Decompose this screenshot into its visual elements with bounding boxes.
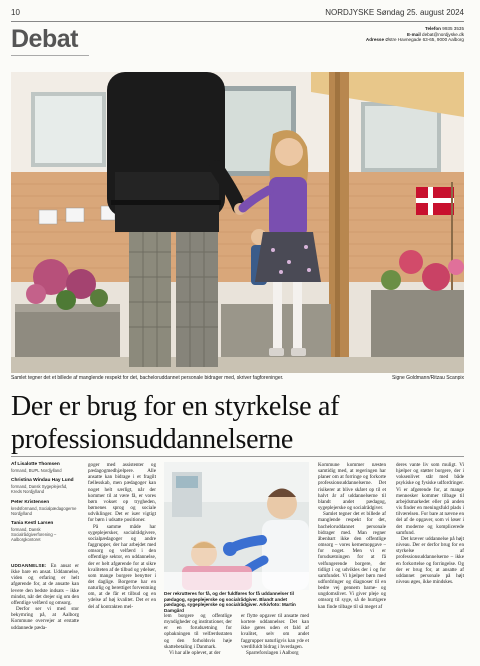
contact-address bbox=[289, 37, 464, 43]
contact-address-label: Adresse bbox=[365, 37, 385, 43]
kindergarten-scene-illustration bbox=[11, 72, 464, 373]
author-title: formand, BUPL Nordjylland bbox=[11, 468, 62, 473]
paper-and-date: NORDJYSKE Søndag 25. august 2024 bbox=[325, 8, 464, 17]
author-name: Tania Kestl Larsen bbox=[11, 521, 54, 527]
nurse-with-child-illustration bbox=[164, 462, 309, 590]
author-title: formand, Dansk Sygeplejeråd, Kreds Nordjylland bbox=[11, 484, 68, 495]
headline-line-2: professionsuddannelserne bbox=[11, 424, 294, 455]
contact-email-label: E-mail bbox=[406, 31, 421, 37]
article-paragraph: Kommune kommer næsten samtidig med, at regeringen har planer om at forringe og forkorte professionsuddannelserne. Det risikerer at blive skåret op til et halvt år af uddannelserne til blandt andet pædagog, sygeplejerske og socialrådgiver. bbox=[318, 462, 386, 512]
section-underline bbox=[11, 55, 89, 56]
article-paragraph: Samlet tegner det et billede af manglende respekt for det, bacheloruddannet personale bidrager med. Man regner åbenbart ikke den offentlige omsorg – vores kernemopgave – for noget. Men vi er forudsætningen for at få velfungerende borgere, der tidligt i og udvikles der i og for samfundet. Vi hjælper børn med udfordringer og diagnoser til en bedre vej gennem barne- og ungdomslivet. Vi giver pleje og omsorg til syge, så de hurtigere kan finde tilbage til så meget af bbox=[318, 511, 386, 610]
article-paragraph: lem borgere og offentlige myndigheder og institutioner, der er en forudsætning for opbakningen til velfærdsstaten og den forholdsvis høje skattebetaling i Danmark. bbox=[164, 613, 232, 650]
article-paragraph: På samme måde har sygeplejersker, socialrådgivere, socialpædagoger og andre faggrupper, der har arbejdet med omsorg og velfærd i den offentlige sektor, en uddannelse, der er helt afgørende for at sikre kvaliteten af de tilbud og ydelser, som mange borgere benytter i det daglige. Borgerne har en naturlig og berettiget forventning om, at de får et tilbud og en ydelse af høj kvalitet. Det er en del af kontrakten mel- bbox=[88, 523, 156, 610]
article-paragraph: goger med assistenter og pædagogmedhjælpere. Alle ansatte kan bidrage i et fragilt fællesskab, men pædagoger kan noget helt særligt, når der kommer til at være få, er vores børn vokset op trygheden, børnenes sprog og sociale udviklinger. Det er især vigtigt for børn i udsatte positioner. bbox=[88, 462, 156, 524]
article-column-5 bbox=[318, 462, 386, 666]
author-title: formand, Dansk Socialrådgiverforening – Aalborgkontoret bbox=[11, 527, 57, 543]
contact-phone-label: Telefon bbox=[425, 26, 441, 31]
article-paragraph bbox=[11, 563, 79, 606]
author-name: Peter Kristensen bbox=[11, 499, 50, 505]
author-title: kredsformand, Socialpædagogerne Nordjylland bbox=[11, 505, 77, 516]
contact-phone-value: 9935 3535 bbox=[442, 26, 464, 31]
article-paragraph: Det kræver uddannelse på højt niveau. Der er derfor brug for en styrkelse af professionsuddannelserne – ikke en forkortelse og forringelse. Og der er brug for, at ansatte af uddannet personale på højt niveau øges, ikke mindskes. bbox=[396, 535, 464, 585]
contact-address-value: Østre Havnegade 63-65, 9000 Aalborg bbox=[385, 37, 464, 43]
inset-caption-text: Der rekrutteres for få, og der fuldføres for få uddannelser til pædagog, sygeplejerske og socialrådgiver. Blandt andet pædagog, sygeplejerske og socialrådgiver. bbox=[164, 591, 294, 608]
headline-line-1: Der er brug for en styrkelse af bbox=[11, 391, 340, 422]
author-item bbox=[11, 478, 79, 494]
top-divider bbox=[11, 21, 464, 22]
article-column-3 bbox=[164, 613, 232, 666]
headline bbox=[11, 390, 466, 456]
article-paragraph: Vi har alle oplevet, at der bbox=[169, 649, 221, 656]
inset-caption bbox=[164, 591, 309, 613]
article-lead: UDDANNELSE: bbox=[11, 563, 47, 568]
contact-email-value: debat@nordjyske.dk bbox=[422, 31, 464, 37]
inset-caption-credit: Arkivfoto: Martin Damgård bbox=[164, 602, 296, 613]
article-paragraph: er flytte opgaver til ansatte med kortere uddannelser. Det kan ikke gøres uden et fald af kvalitet, selv om andet faggrupper naturligvis kan yde et værdifuldt bidrag i hverdagen. bbox=[241, 613, 309, 650]
article-paragraph: deres vante liv som muligt. Vi hjælper og støtter borgere, der i voksenlivet står med både psykiske og fysiske udfordringer. Vi er afgørende for, at mange mennesker kommer tilbage til arbejdsmarkedet eller på anden vis finder en meningsfuld plads i tilværelsen. For bare at nævne en del af de opgaver, som vi løser i det moderne og komplicerede samfund. bbox=[396, 462, 464, 536]
author-item bbox=[11, 521, 79, 543]
main-photo bbox=[11, 72, 464, 373]
article-paragraph: Derfor ser vi med stor bekymring på, at Aalborg Kommune overvejer at erstatte uddannede pæda- bbox=[11, 606, 79, 631]
headline-divider bbox=[11, 456, 464, 457]
photo-caption: Samlet tegner det et billede af manglende respekt for det, bacheloruddannet personale bidrager med, skriver fagforeninger. bbox=[11, 375, 284, 381]
photo-credit: Signe Goldmann/Ritzau Scanpix bbox=[392, 375, 464, 381]
author-name: Christina Windau Hay Lund bbox=[11, 478, 74, 484]
page-number: 10 bbox=[11, 8, 20, 17]
article-column-4 bbox=[241, 613, 309, 666]
article-column-6 bbox=[396, 462, 464, 666]
section-title: Debat bbox=[11, 25, 78, 53]
article-column-1 bbox=[11, 563, 79, 666]
author-list bbox=[11, 462, 79, 548]
article-column-2 bbox=[88, 462, 156, 666]
contact-box bbox=[289, 26, 464, 43]
inset-photo bbox=[164, 462, 309, 590]
author-item bbox=[11, 462, 79, 473]
article-text: En ansat er ikke bare en ansat. Uddannelse, viden og erfaring er helt afgørende for, at de ansatte kan levere den bedste indsats – ikke mindst, når det drejer sig om den offentlige velfærd og omsorg. bbox=[11, 563, 79, 606]
article-paragraph: Sparreforslagen i Aalborg bbox=[246, 649, 299, 656]
author-name: Af Lisalotte Thomsen bbox=[11, 462, 60, 467]
author-item bbox=[11, 500, 79, 516]
